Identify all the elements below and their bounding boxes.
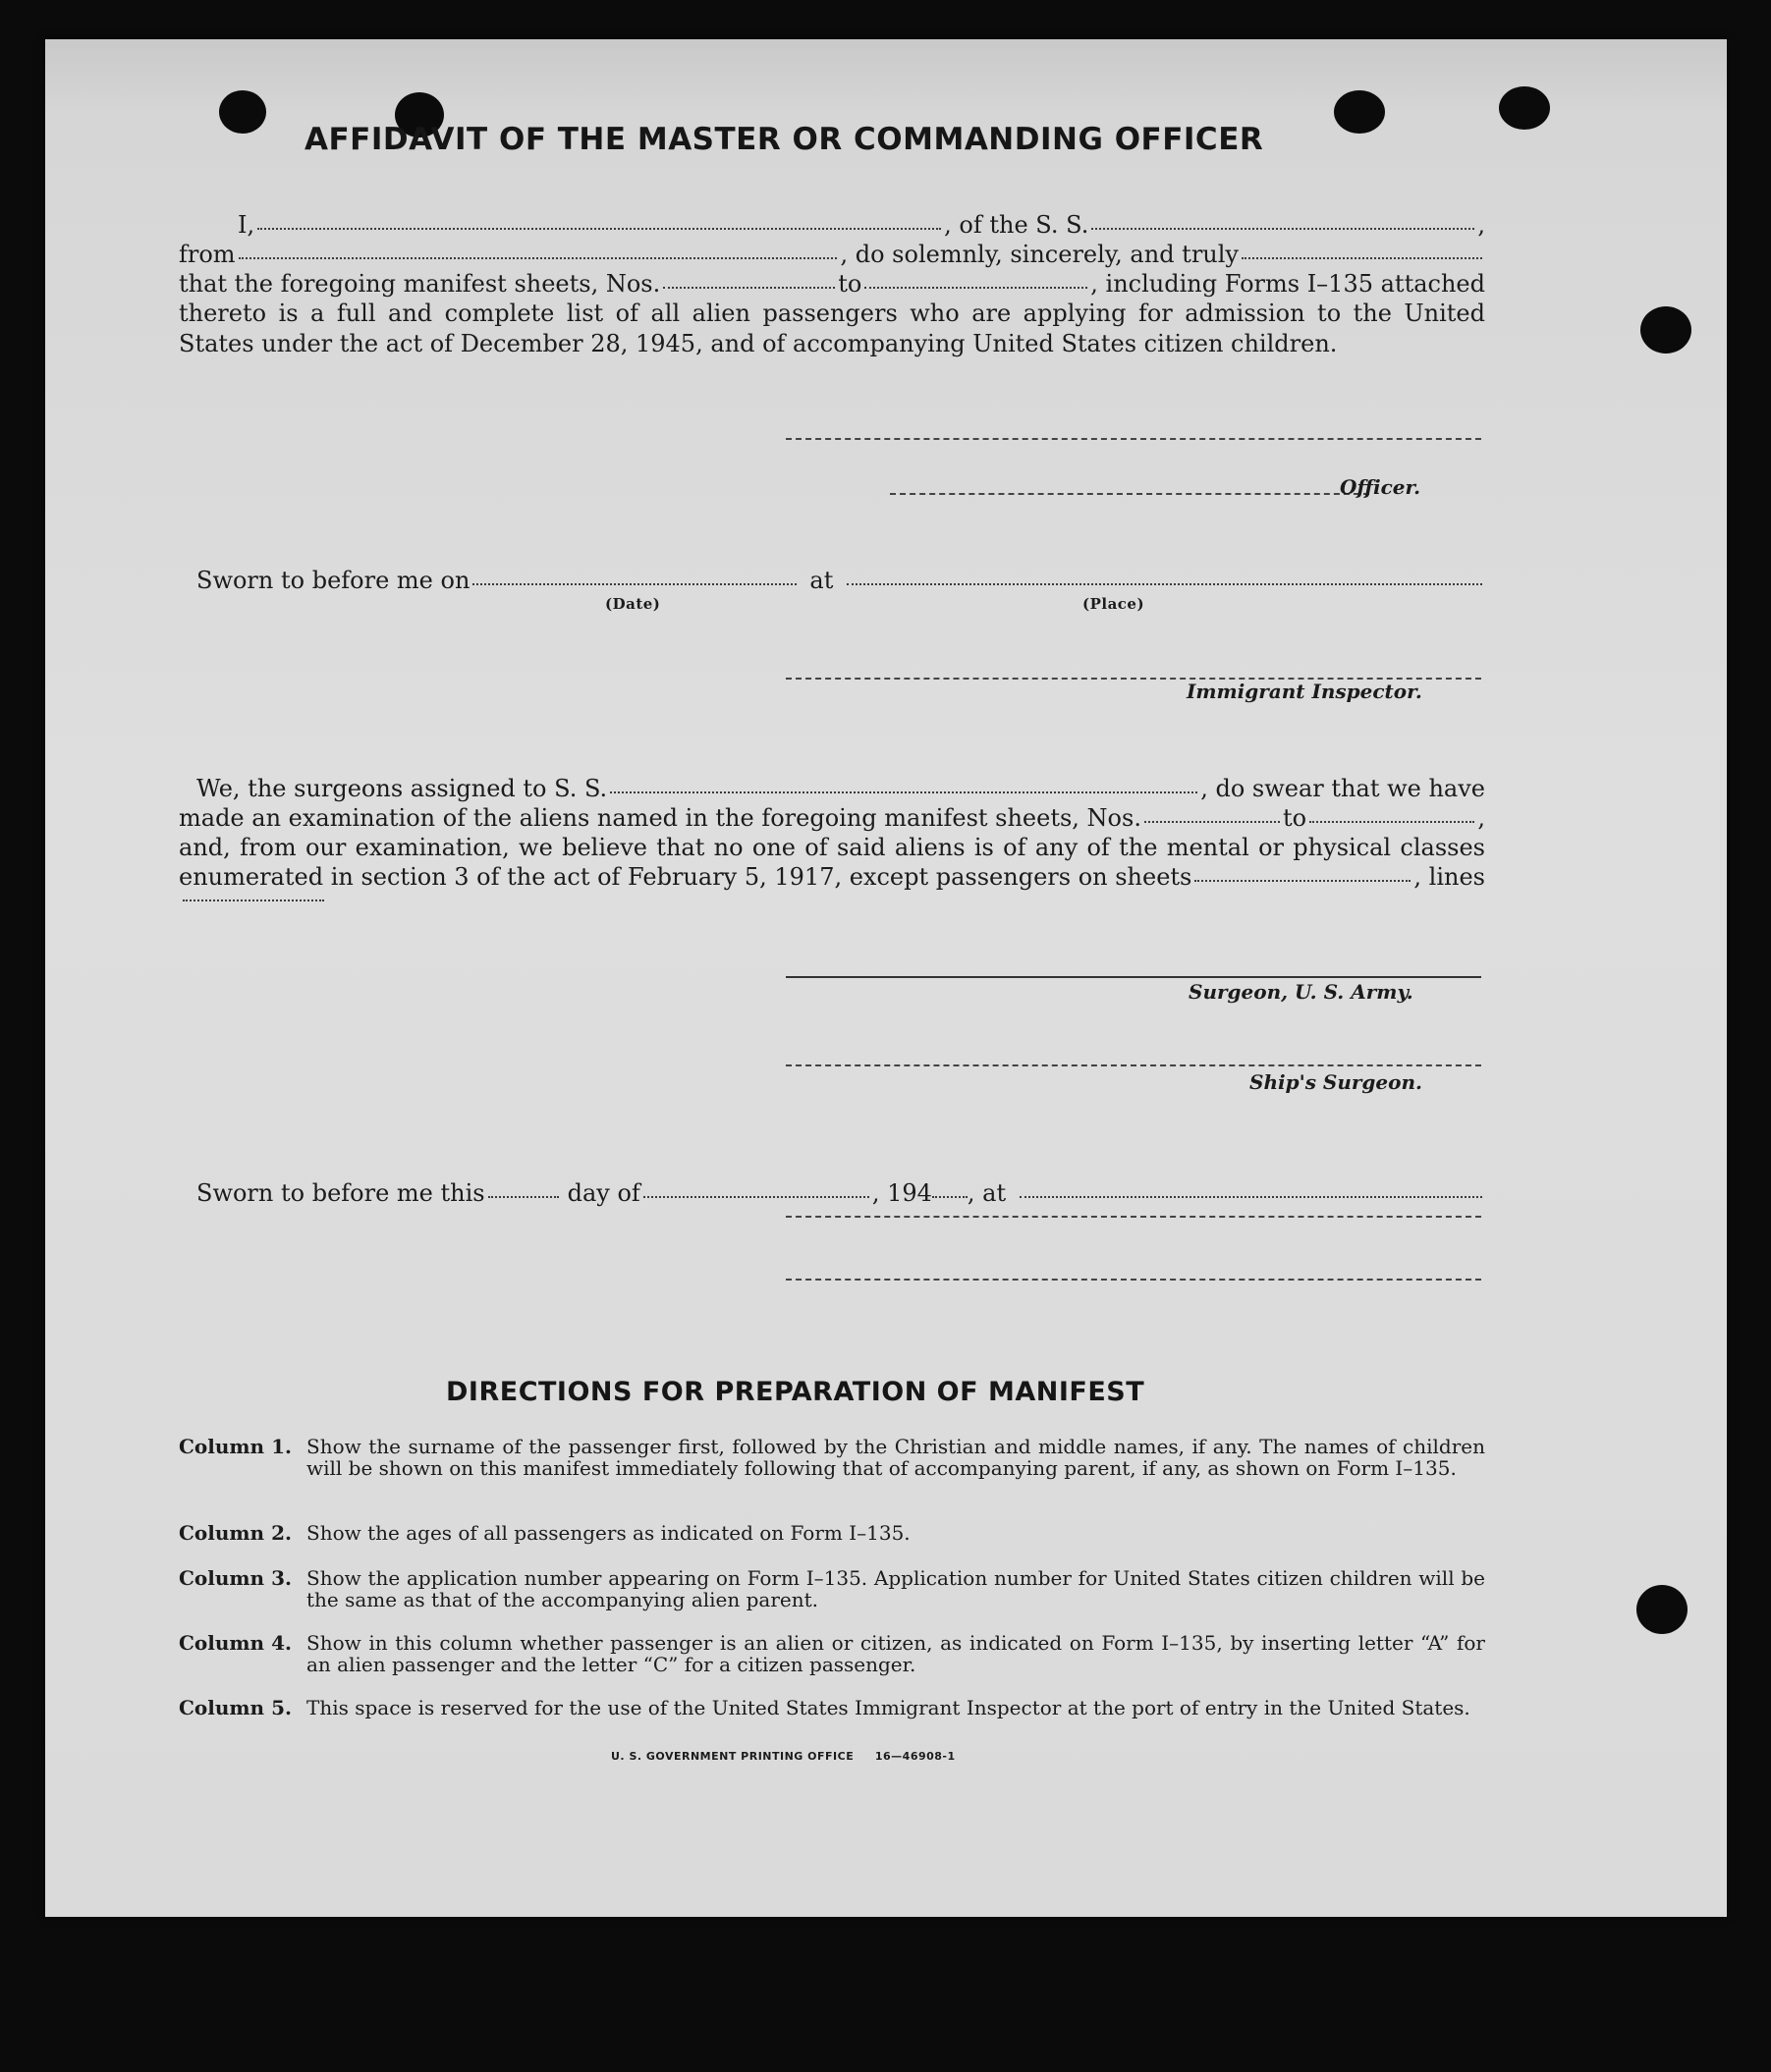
direction-text: Show the ages of all passengers as indicated on Form I–135. — [306, 1521, 911, 1545]
text: , 194 — [871, 1179, 932, 1207]
direction-text: Show the surname of the passenger first, followed by the Christian and middle names, if any. The names of children will be shown on this manifest immediately following that of accompanying parent, if any, as shown on Form I–135. — [306, 1435, 1485, 1480]
column-label: Column 3. — [179, 1566, 292, 1590]
direction-row — [179, 1522, 1485, 1544]
text: and, from our examination, we believe that no one of said aliens is of any of the mental or physical classes — [179, 834, 1485, 861]
blank-swear-affirm[interactable] — [1242, 240, 1482, 259]
text: to — [838, 270, 862, 298]
blank-master-name[interactable] — [257, 210, 941, 230]
army-surgeon-caption: Surgeon, U. S. Army. — [1189, 980, 1413, 1004]
officer-signature-line[interactable] — [890, 493, 1369, 495]
column-label: Column 1. — [179, 1435, 292, 1458]
direction-text: This space is reserved for the use of the United States Immigrant Inspector at the port of entry in the United States. — [306, 1696, 1470, 1719]
blank-date[interactable] — [472, 566, 797, 585]
surgeons-line-2 — [179, 803, 1485, 833]
text: from — [179, 241, 236, 268]
blank-from-port[interactable] — [239, 240, 838, 259]
text: , including Forms I–135 attached — [1090, 270, 1485, 298]
blank-lines[interactable] — [183, 900, 324, 901]
direction-text: Show in this column whether passenger is an alien or citizen, as indicated on Form I–135, by inserting letter “A” for an alien passenger and the letter “C” for a citizen passenger. — [306, 1631, 1485, 1676]
sworn-line-1 — [196, 566, 1485, 595]
blank-sheets[interactable] — [1194, 862, 1411, 882]
army-surgeon-signature-line[interactable] — [786, 976, 1481, 978]
text: I, — [238, 211, 255, 239]
directions-title: DIRECTIONS FOR PREPARATION OF MANIFEST — [446, 1377, 1145, 1407]
printer-footer: U. S. GOVERNMENT PRINTING OFFICE 16—46908-1 — [611, 1750, 956, 1763]
blank-sheet-from-2[interactable] — [1144, 803, 1280, 823]
text: We, the surgeons assigned to S. S. — [196, 775, 608, 802]
direction-row — [179, 1697, 1485, 1718]
text: , do swear that we have — [1200, 775, 1485, 802]
punch-hole — [219, 90, 266, 134]
punch-hole — [1334, 90, 1385, 134]
ship-surgeon-signature-line[interactable] — [786, 1064, 1481, 1066]
form-sheet — [45, 39, 1727, 1917]
sworn-line-2 — [196, 1178, 1485, 1208]
affidavit-line-2 — [179, 240, 1485, 269]
blank-year[interactable] — [932, 1178, 968, 1198]
text: Sworn to before me on — [196, 567, 470, 594]
punch-hole — [1640, 306, 1691, 354]
blank-sheet-to[interactable] — [864, 269, 1087, 289]
direction-text: Show the application number appearing on Form I–135. Application number for United States citizen children will be the same as that of the accompanying alien parent. — [306, 1566, 1485, 1611]
place-label: (Place) — [1082, 595, 1145, 613]
text: , lines — [1413, 863, 1485, 891]
affidavit-line-1 — [179, 210, 1485, 240]
surgeons-line-4 — [179, 862, 1485, 892]
punch-hole — [1499, 86, 1550, 130]
text: , at — [967, 1179, 1007, 1207]
affidavit-body — [179, 299, 1485, 358]
officer-caption: Officer. — [1340, 475, 1421, 499]
surgeons-line-1 — [179, 774, 1485, 803]
column-label: Column 4. — [179, 1631, 292, 1655]
surgeons-body — [179, 833, 1485, 863]
blank-place[interactable] — [847, 566, 1482, 585]
page-title: AFFIDAVIT OF THE MASTER OR COMMANDING OFFICER — [304, 122, 1264, 157]
column-label: Column 2. — [179, 1521, 292, 1545]
blank-ship-name-2[interactable] — [610, 774, 1197, 793]
text: at — [809, 567, 834, 594]
text: made an examination of the aliens named in the foregoing manifest sheets, Nos. — [179, 804, 1141, 832]
text: Sworn to before me this — [196, 1179, 485, 1207]
signature-line[interactable] — [786, 438, 1481, 440]
blank-month[interactable] — [643, 1178, 869, 1198]
blank-place-2[interactable] — [1020, 1178, 1482, 1198]
text: that the foregoing manifest sheets, Nos. — [179, 270, 661, 298]
punch-hole — [1636, 1585, 1688, 1634]
signature-line[interactable] — [786, 1279, 1481, 1281]
signature-line[interactable] — [786, 1216, 1481, 1218]
blank-ship-name[interactable] — [1091, 210, 1474, 230]
blank-sheet-from[interactable] — [663, 269, 835, 289]
inspector-caption: Immigrant Inspector. — [1187, 680, 1422, 703]
column-label: Column 5. — [179, 1696, 292, 1719]
text: , — [1477, 211, 1485, 239]
text: thereto is a full and complete list of all alien passengers who are applying for admission to the United — [179, 300, 1485, 327]
direction-row — [179, 1632, 1485, 1675]
affidavit-line-3 — [179, 269, 1485, 299]
text: States under the act of December 28, 1945, and of accompanying United States citizen children. — [179, 329, 1338, 357]
ship-surgeon-caption: Ship's Surgeon. — [1249, 1070, 1422, 1094]
direction-row — [179, 1436, 1485, 1479]
date-label: (Date) — [605, 595, 661, 613]
text: enumerated in section 3 of the act of February 5, 1917, except passengers on sheets — [179, 863, 1192, 891]
text: to — [1282, 804, 1307, 832]
text: , — [1477, 804, 1485, 832]
text: day of — [567, 1179, 640, 1207]
text: , of the S. S. — [944, 211, 1089, 239]
direction-row — [179, 1567, 1485, 1610]
text: , do solemnly, sincerely, and truly — [840, 241, 1239, 268]
blank-sheet-to-2[interactable] — [1309, 803, 1474, 823]
blank-day[interactable] — [488, 1178, 559, 1198]
